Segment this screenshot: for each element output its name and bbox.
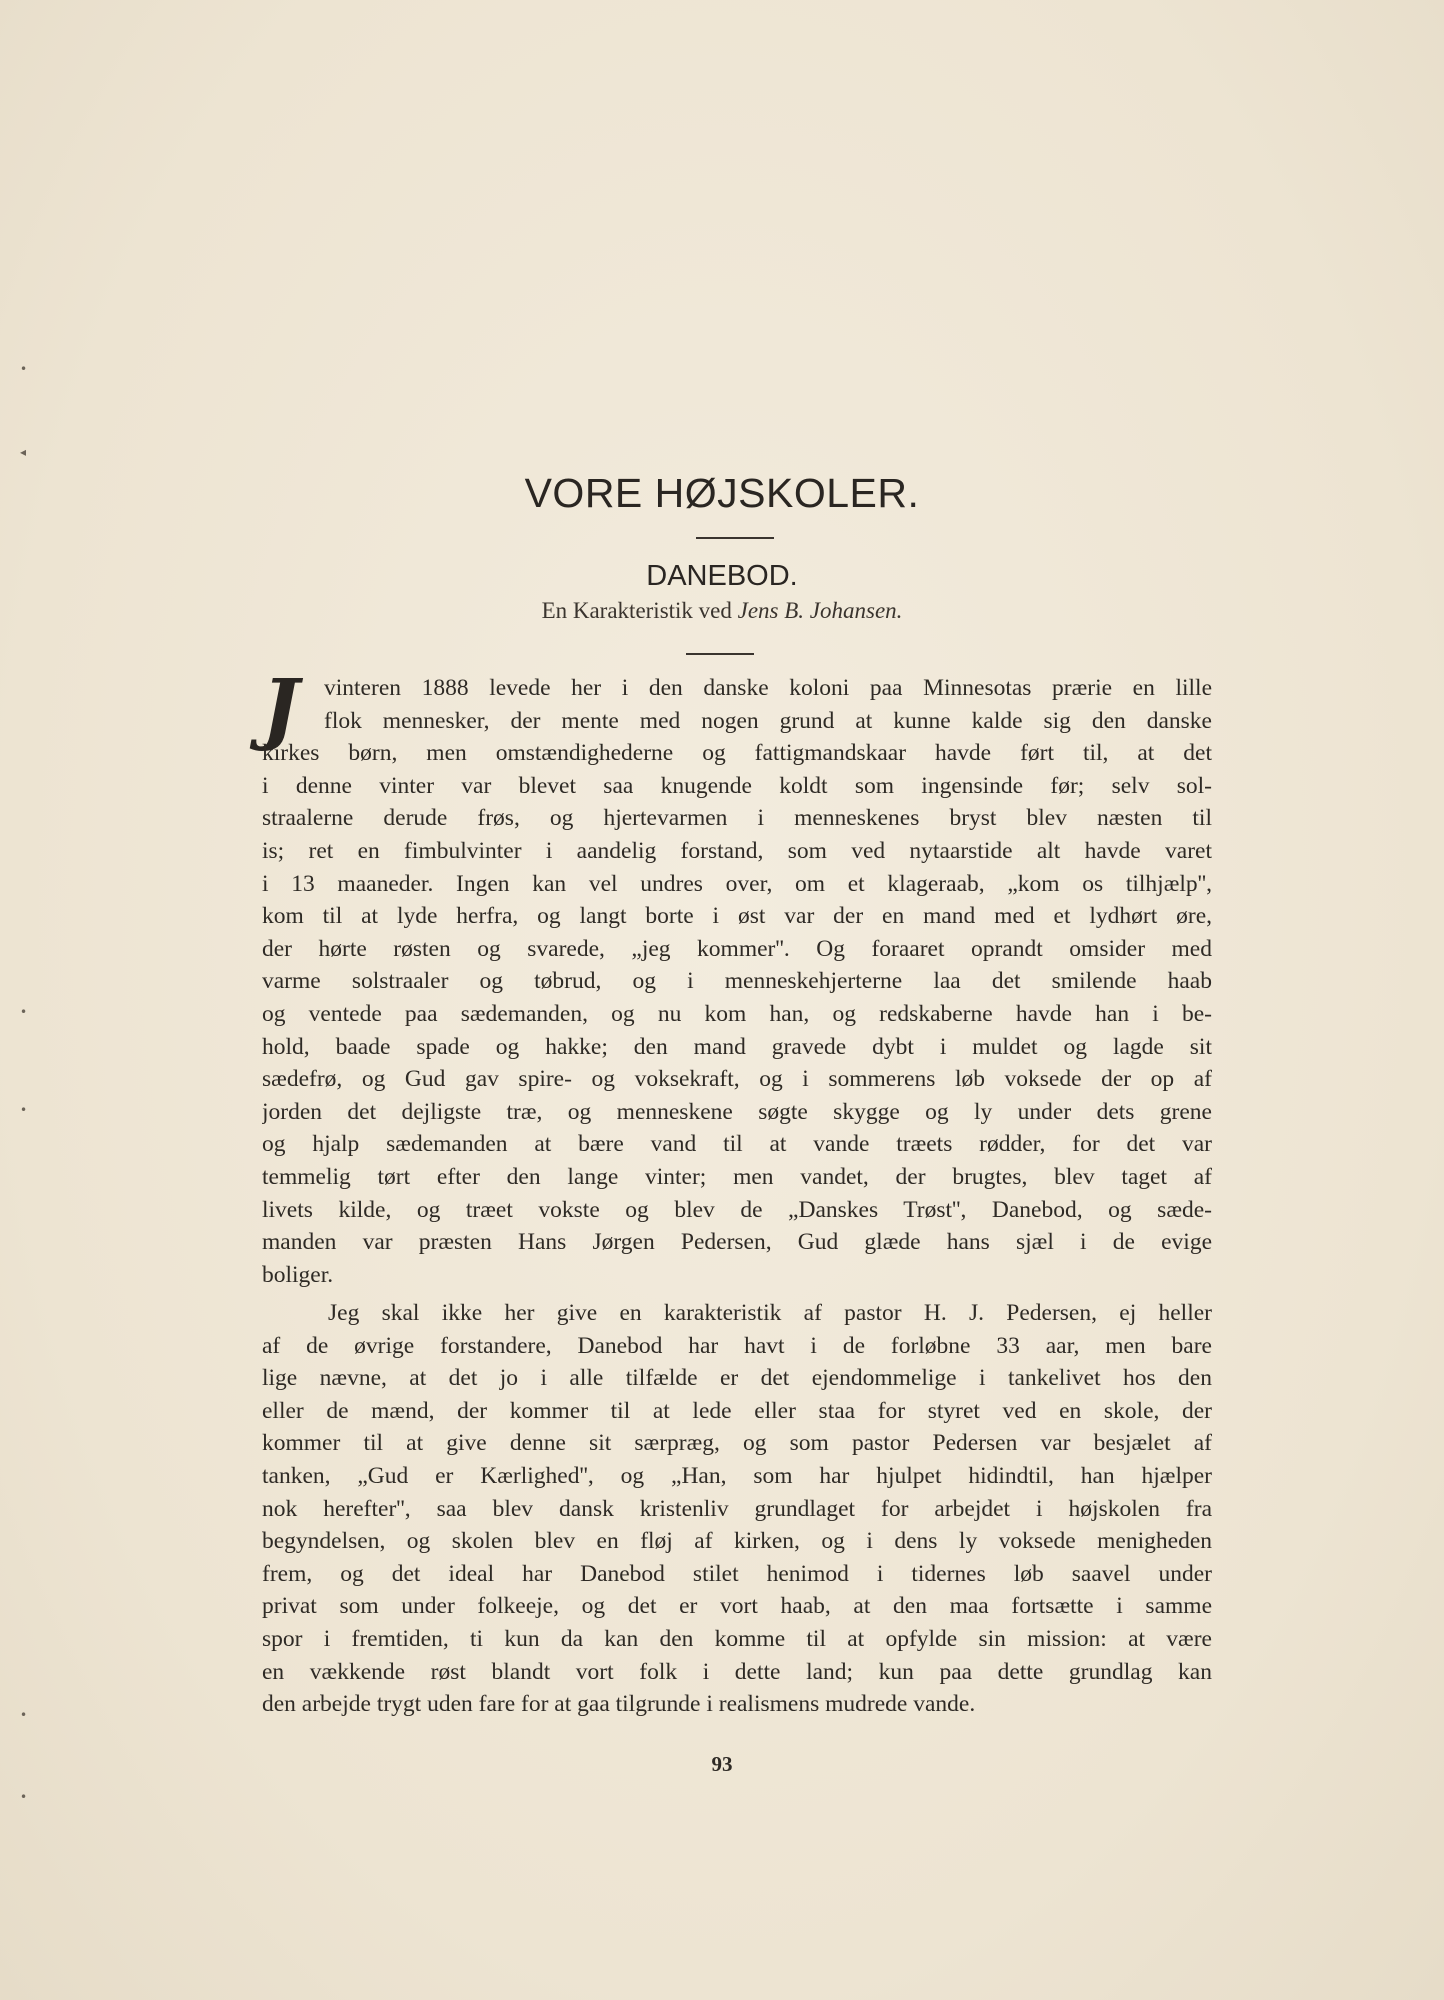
text-line: frem, og det ideal har Danebod stilet henimod i tidernes løb saavel under xyxy=(262,1560,1212,1587)
text-line: i denne vinter var blevet saa knugende koldt som ingensinde før; selv sol- xyxy=(262,772,1212,799)
text-line: temmelig tørt efter den lange vinter; men vandet, der brugtes, blev taget af xyxy=(262,1163,1212,1190)
text-line: boliger. xyxy=(262,1261,334,1288)
text-line: jorden det dejligste træ, og menneskene søgte skygge og ly under dets grene xyxy=(262,1098,1212,1125)
text-line: sædefrø, og Gud gav spire- og voksekraft, og i sommerens løb voksede der op af xyxy=(262,1066,1212,1093)
margin-mark: • xyxy=(20,1005,28,1019)
text-line: tanken, „Gud er Kærlighed'', og „Han, som har hjulpet hidindtil, han hjælper xyxy=(262,1462,1212,1489)
text-line: hold, baade spade og hakke; den mand gravede dybt i muldet og lagde sit xyxy=(262,1033,1212,1060)
text-line: af de øvrige forstandere, Danebod har havt i de forløbne 33 aar, men bare xyxy=(262,1332,1212,1359)
margin-mark: • xyxy=(20,1103,28,1117)
byline-prefix: En Karakteristik ved xyxy=(541,598,738,623)
page-number: 93 xyxy=(711,1752,733,1776)
byline-rule xyxy=(686,653,754,655)
text-line: nok herefter'', saa blev dansk kristenliv grundlaget for arbejdet i højskolen fra xyxy=(262,1495,1212,1522)
margin-mark: • xyxy=(20,1708,28,1722)
text-line: en vækkende røst blandt vort folk i dette land; kun paa dette grundlag kan xyxy=(262,1658,1212,1685)
text-line: lige nævne, at det jo i alle tilfælde er det ejendommelige i tankelivet hos den xyxy=(262,1365,1212,1392)
text-line: manden var præsten Hans Jørgen Pedersen, Gud glæde hans sjæl i de evige xyxy=(262,1229,1212,1256)
text-line: is; ret en fimbulvinter i aandelig forstand, som ved nytaarstide alt havde varet xyxy=(262,837,1212,864)
text-line: der hørte røsten og svarede, „jeg kommer''. Og foraaret oprandt omsider med xyxy=(262,935,1212,962)
text-line: Jeg skal ikke her give en karakteristik af pastor H. J. Pedersen, ej heller xyxy=(328,1300,1212,1326)
text-line: vinteren 1888 levede her i den danske koloni paa Minnesotas prærie en lille xyxy=(324,675,1212,701)
text-line: i 13 maaneder. Ingen kan vel undres over, om et klageraab, „kom os tilhjælp'', xyxy=(262,870,1212,897)
text-line: den arbejde trygt uden fare for at gaa tilgrunde i realismens mudrede vande. xyxy=(262,1691,976,1718)
text-line: begyndelsen, og skolen blev en fløj af kirken, og i dens ly voksede menigheden xyxy=(262,1528,1212,1555)
text-line: eller de mænd, der kommer til at lede eller staa for styret ved en skole, der xyxy=(262,1397,1212,1424)
text-line: straalerne derude frøs, og hjertevarmen i menneskenes bryst blev næsten til xyxy=(262,805,1212,832)
byline xyxy=(0,598,1444,624)
text-line: varme solstraaler og tøbrud, og i menneskehjerterne laa det smilende haab xyxy=(262,968,1212,995)
drop-cap: J xyxy=(262,663,299,754)
text-line: kom til at lyde herfra, og langt borte i øst var der en mand med et lydhørt øre, xyxy=(262,903,1212,930)
margin-mark: • xyxy=(20,1790,28,1804)
byline-author: Jens B. Johansen. xyxy=(737,598,903,623)
paragraph-1 xyxy=(262,663,1212,1291)
margin-mark: ◂ xyxy=(20,445,27,459)
text-line: spor i fremtiden, ti kun da kan den komme til at opfylde sin mission: at være xyxy=(262,1625,1212,1652)
title-rule xyxy=(696,537,774,539)
text-line: kirkes børn, men omstændighederne og fattigmandskaar havde ført til, at det xyxy=(262,740,1212,767)
text-line: kommer til at give denne sit særpræg, og som pastor Pedersen var besjælet af xyxy=(262,1430,1212,1457)
section-title: DANEBOD. xyxy=(646,560,798,592)
text-line: flok mennesker, der mente med nogen grund at kunne kalde sig den danske xyxy=(324,707,1212,734)
margin-mark: • xyxy=(20,362,28,376)
paragraph-2 xyxy=(262,1297,1212,1721)
text-line: og hjalp sædemanden at bære vand til at vande træets rødder, for det var xyxy=(262,1131,1212,1158)
text-line: privat som under folkeeje, og det er vort haab, at den maa fortsætte i samme xyxy=(262,1593,1212,1620)
page-title: VORE HØJSKOLER. xyxy=(524,470,920,516)
text-line: og ventede paa sædemanden, og nu kom han, og redskaberne havde han i be- xyxy=(262,1000,1212,1027)
text-line: livets kilde, og træet vokste og blev de „Danskes Trøst'', Danebod, og sæde- xyxy=(262,1196,1212,1223)
